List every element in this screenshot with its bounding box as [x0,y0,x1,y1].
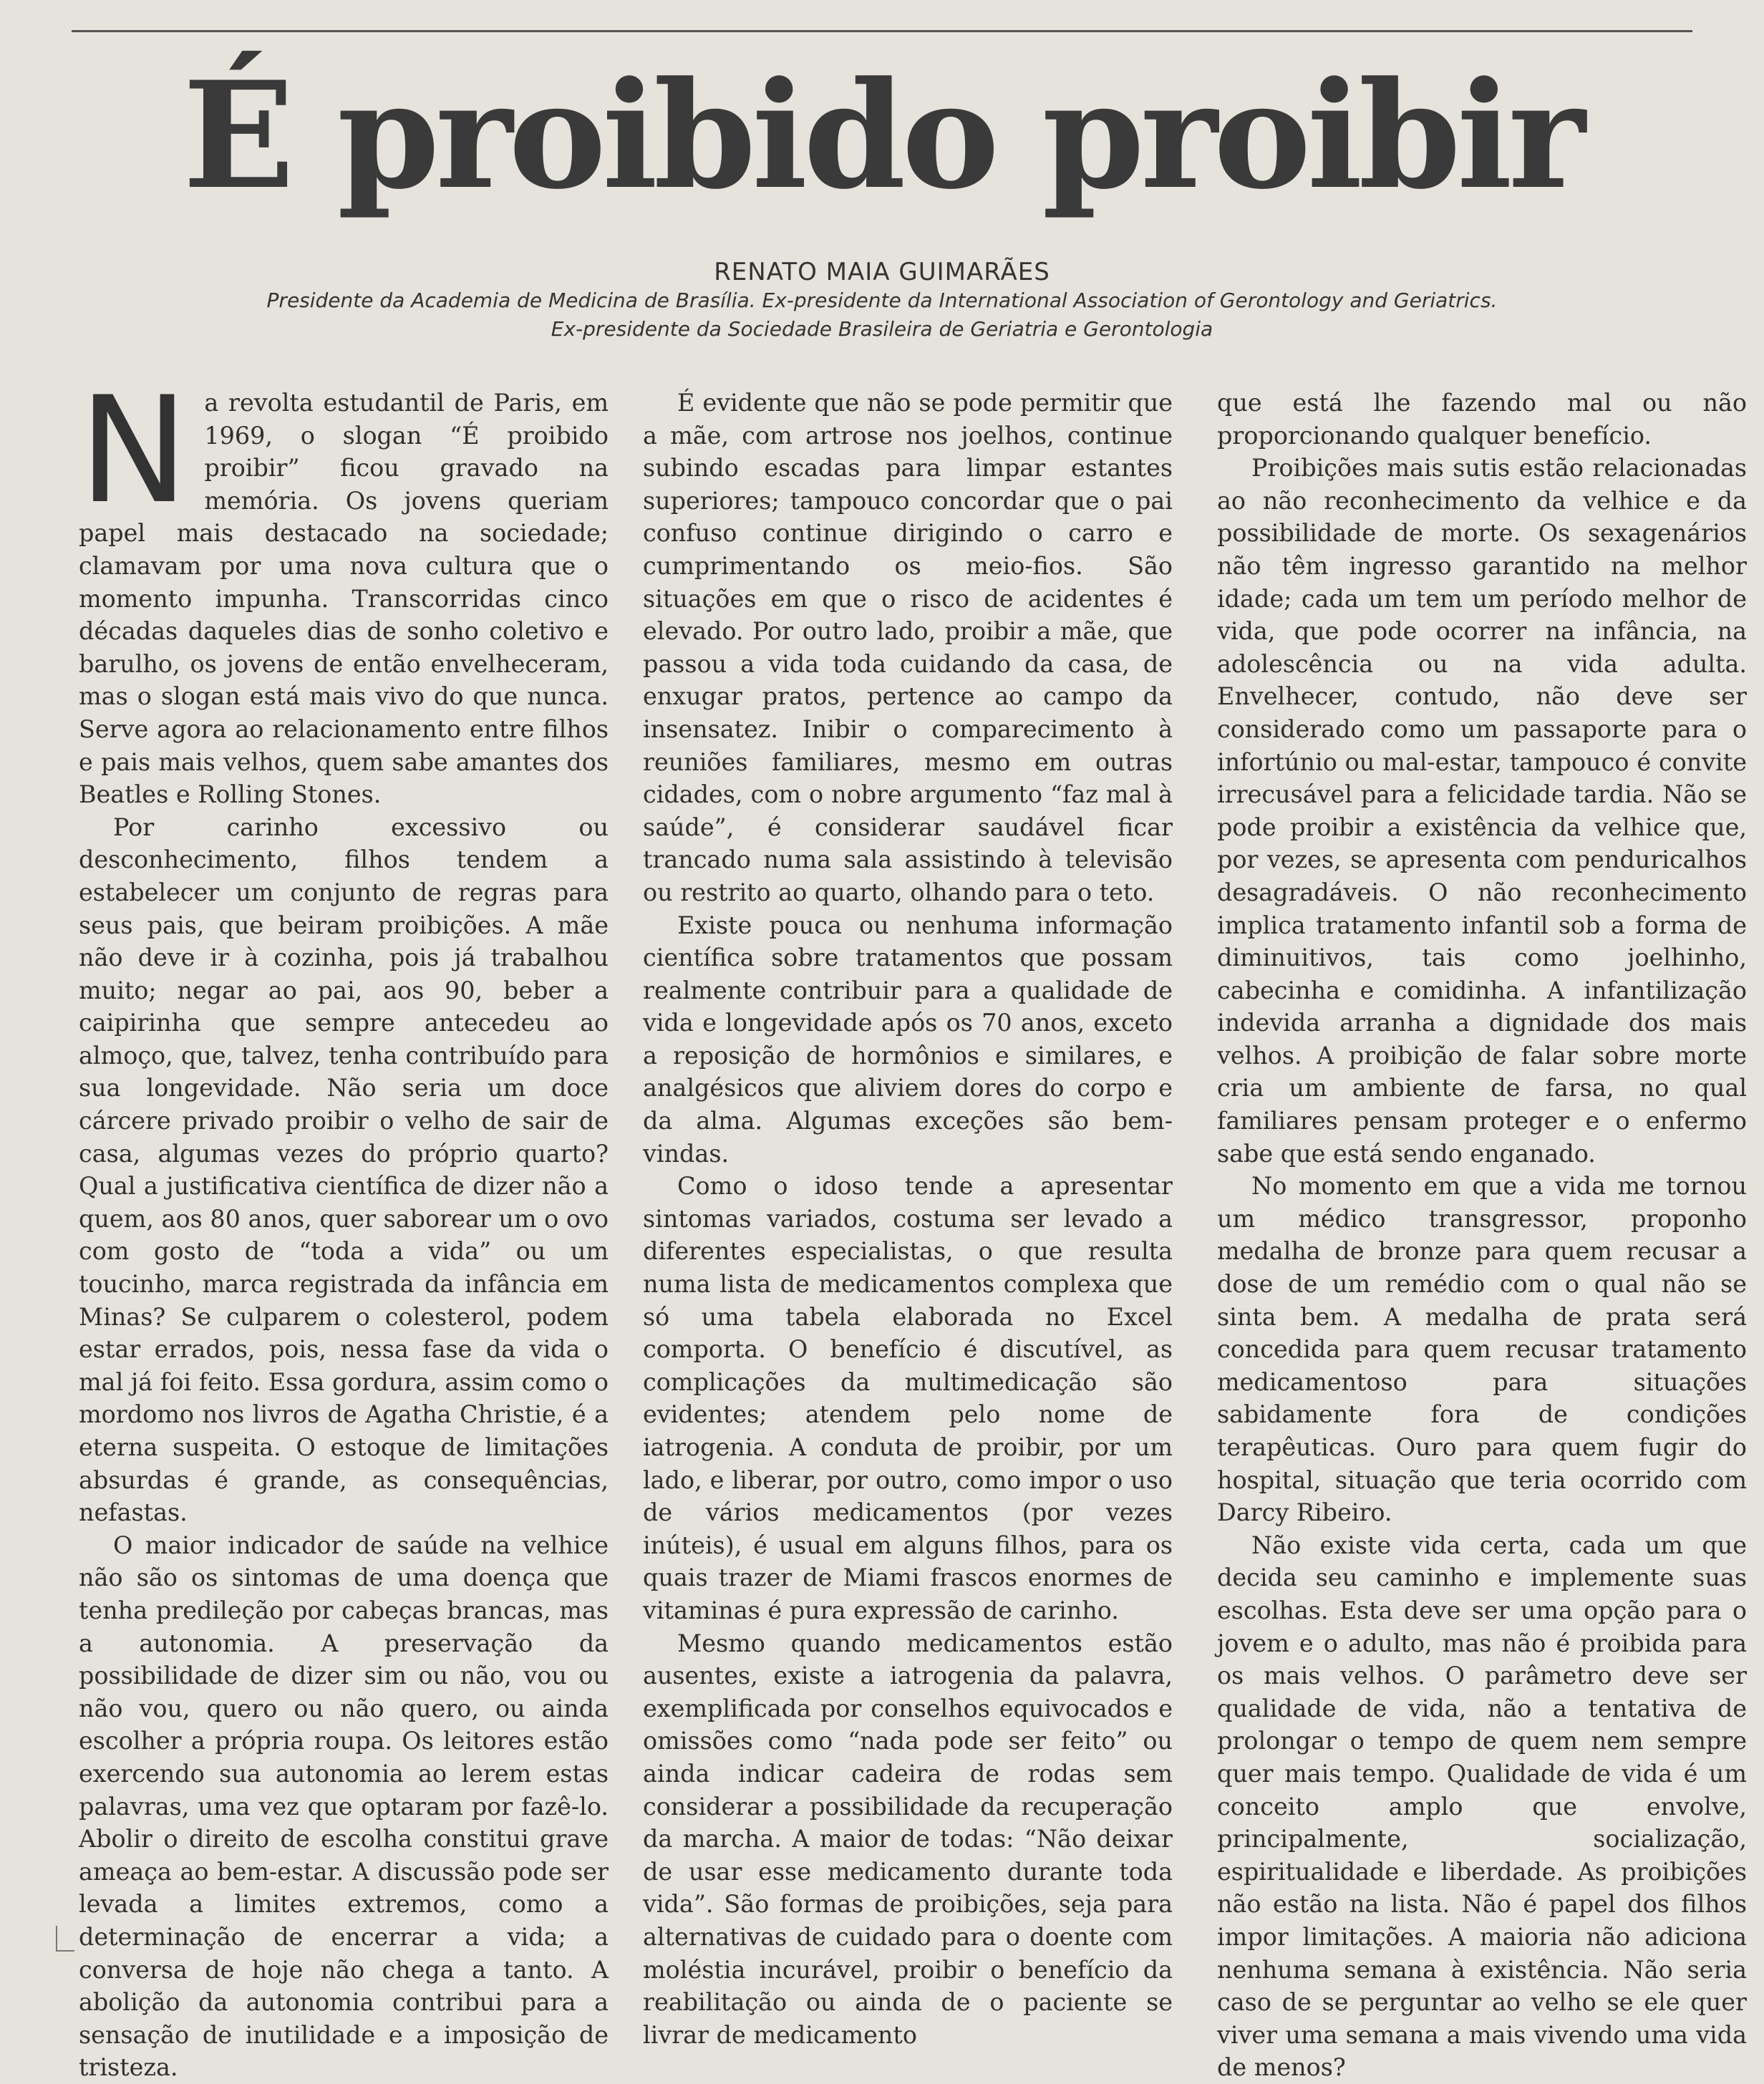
article-paragraph: Por carinho excessivo ou desconhecimento, filhos tendem a estabelecer um conjunto de regras para seus pais, que beiram proibições. A mãe não deve ir à cozinha, pois já trabalhou muito; negar ao pai, aos 90, beber a caipirinha que sempre antecedeu ao almoço, que, talvez, tenha contribuído para sua longevidade. Não seria um doce cárcere privado proibir o velho de sair de casa, algumas vezes do próprio quarto? Qual a justificativa científica de dizer não a quem, aos 80 anos, quer saborear um o ovo com gosto de “toda a vida” ou um toucinho, marca registrada da infância em Minas? Se culparem o colesterol, podem estar errados, pois, nessa fase da vida o mal já foi feito. Essa gordura, assim como o mordomo nos livros de Agatha Christie, é a eterna suspeita. O estoque de limitações absurdas é grande, as consequências, nefastas. [79,813,609,1527]
byline [0,258,1764,344]
article-paragraph: O maior indicador de saúde na velhice não são os sintomas de uma doença que tenha predileção por cabeças brancas, mas a autonomia. A preservação da possibilidade de dizer sim ou não, vou ou não vou, quero ou não quero, ou ainda escolher a própria roupa. Os leitores estão exercendo sua autonomia ao lerem estas palavras, uma vez que optaram por fazê-lo. Abolir o direito de escolha constitui grave ameaça ao bem-estar. A discussão pode ser levada a limites extremos, como a determinação de encerrar a vida; a conversa de hoje não chega a tanto. A abolição da autonomia contribui para a sensação de inutilidade e a imposição de tristeza. [79,1531,609,2082]
article-paragraph: Proibições mais sutis estão relacionadas ao não reconhecimento da velhice e da possibilidade de morte. Os sexagenários não têm ingresso garantido na melhor idade; cada um tem um período melhor de vida, que pode ocorrer na infância, na adolescência ou na vida adulta. Envelhecer, contudo, não deve ser considerado como um passaporte para o infortúnio ou mal-estar, tampouco é convite irrecusável para a felicidade tardia. Não se pode proibir a existência da velhice que, por vezes, se apresenta com penduricalhos desagradáveis. O não reconhecimento implica tratamento infantil sob a forma de diminuitivos, tais como joelhinho, cabecinha e comidinha. A infantilização indevida arranha a dignidade dos mais velhos. A proibição de falar sobre morte cria um ambiente de farsa, no qual familiares pensam proteger e o enfermo sabe que está sendo enganado. [1217,454,1747,1168]
author-name: RENATO MAIA GUIMARÃES [714,258,1050,286]
article-paragraph: É evidente que não se pode permitir que a mãe, com artrose nos joelhos, continue subindo escadas para limpar estantes superiores; tampouco concordar que o pai confuso continue dirigindo o carro e cumprimentando os meio-fios. São situações em que o risco de acidentes é elevado. Por outro lado, proibir a mãe, que passou a vida toda cuidando da casa, de enxugar pratos, pertence ao campo da insensatez. Inibir o comparecimento à reuniões familiares, mesmo em outras cidades, com o nobre argumento “faz mal à saúde”, é considerar saudável ficar trancado numa sala assistindo à televisão ou restrito ao quarto, olhando para o teto. [643,389,1173,906]
article-paragraph [79,366,609,811]
article-column-3 [1217,387,1747,2082]
drop-cap: N [79,366,189,536]
article-column-1 [79,366,609,2082]
article-paragraph: Não existe vida certa, cada um que decida seu caminho e implemente suas escolhas. Esta deve ser uma opção para o jovem e o adulto, mas não é proibida para os mais velhos. O parâmetro deve ser qualidade de vida, não a tentativa de prolongar o tempo de quem nem sempre quer mais tempo. Qualidade de vida é um conceito amplo que envolve, principalmente, socialização, espiritualidade e liberdade. As proibições não estão na lista. Não é papel dos filhos impor limitações. A maioria não adiciona nenhuma semana à existência. Não seria caso de se perguntar ao velho se ele quer viver uma semana a mais vivendo uma vida de menos? [1217,1531,1747,2082]
article-column-2 [643,387,1173,2049]
crop-mark [56,1926,57,1952]
article-paragraph: Existe pouca ou nenhuma informação científica sobre tratamentos que possam realmente contribuir para a qualidade de vida e longevidade após os 70 anos, exceto a reposição de hormônios e similares, e analgésicos que aliviem dores do corpo e da alma. Algumas exceções são bem-vindas. [643,911,1173,1168]
article-paragraph: Mesmo quando medicamentos estão ausentes, existe a iatrogenia da palavra, exemplificada por conselhos equivocados e omissões como “nada pode ser feito” ou ainda indicar cadeira de rodas sem considerar a possibilidade da recuperação da marcha. A maior de todas: “Não deixar de usar esse medicamento durante toda vida”. São formas de proibições, seja para alternativas de cuidado para o doente com moléstia incurável, proibir o benefício da reabilitação ou ainda de o paciente se livrar de medicamento [643,1629,1173,2049]
article-paragraph: Como o idoso tende a apresentar sintomas variados, costuma ser levado a diferentes especialistas, o que resulta numa lista de medicamentos complexa que só uma tabela elaborada no Excel comporta. O benefício é discutível, as complicações da multimedicação são evidentes; atendem pelo nome de iatrogenia. A conduta de proibir, por um lado, e liberar, por outro, como impor o uso de vários medicamentos (por vezes inúteis), é usual em alguns filhos, para os quais trazer de Miami frascos enormes de vitaminas é pura expressão de carinho. [643,1172,1173,1624]
headline: É proibido proibir [183,50,1581,222]
top-rule [72,30,1692,32]
author-credentials-line-2: Ex-presidente da Sociedade Brasileira de Geriatria e Gerontologia [551,317,1213,341]
crop-mark [56,1950,74,1952]
article-paragraph: No momento em que a vida me tornou um médico transgressor, proponho medalha de bronze para quem recusar a dose de um remédio com o qual não se sinta bem. A medalha de prata será concedida para quem recusar tratamento medicamentoso para situações sabidamente fora de condições terapêuticas. Ouro para quem fugir do hospital, situação que teria ocorrido com Darcy Ribeiro. [1217,1172,1747,1527]
paragraph-text: a revolta estudantil de Paris, em 1969, o slogan “É proibido proibir” ficou gravado na memória. Os jovens queriam papel mais destacado na sociedade; clamavam por uma nova cultura que o momento impunha. Transcorridas cinco décadas daqueles dias de sonho coletivo e barulho, os jovens de então envelheceram, mas o slogan está mais vivo do que nunca. Serve agora ao relacionamento entre filhos e pais mais velhos, quem sabe amantes dos Beatles e Rolling Stones. [79,389,609,809]
article-paragraph: que está lhe fazendo mal ou não proporcionando qualquer benefício. [1217,389,1747,450]
author-credentials-line-1: Presidente da Academia de Medicina de Brasília. Ex-presidente da International Association of Gerontology and Geriatrics. [266,289,1498,312]
